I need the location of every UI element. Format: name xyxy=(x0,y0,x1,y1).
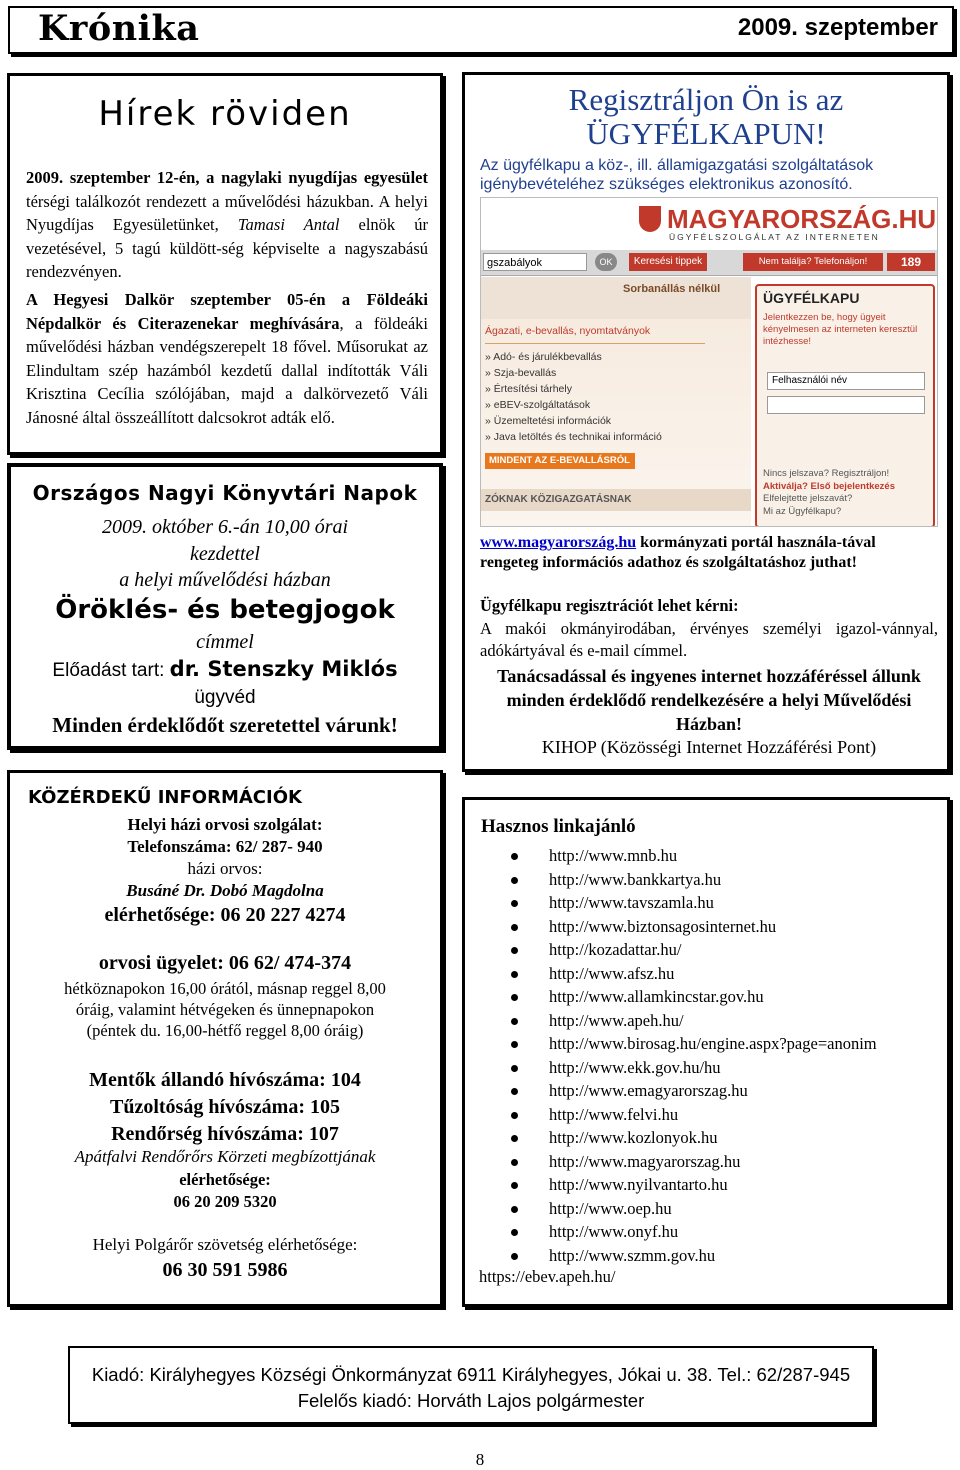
portal-who-link[interactable]: Mi az Ügyfélkapu? xyxy=(763,505,842,517)
link-item[interactable]: http://www.felvi.hu xyxy=(483,1103,943,1127)
portal-tips-button[interactable]: Keresési tippek xyxy=(629,253,707,271)
library-presenter-line xyxy=(11,657,439,682)
bullet-icon xyxy=(511,947,518,954)
masthead-date: 2009. szeptember xyxy=(737,14,938,41)
duty-line-3: (péntek du. 16,00-hétfő reggel 8,00 óráig) xyxy=(86,1021,364,1040)
bullet-icon xyxy=(511,1112,518,1119)
doctor-reach: elérhetősége: 06 20 227 4274 xyxy=(104,904,346,926)
library-topic: Öröklés- és betegjogok xyxy=(55,595,395,625)
link-item[interactable]: http://www.magyarorszag.hu xyxy=(483,1150,943,1174)
portal-search-bar xyxy=(481,250,938,276)
bullet-icon xyxy=(511,1159,518,1166)
bullet-icon xyxy=(511,1182,518,1189)
portal-logo-band xyxy=(481,198,938,250)
portal-menu-list xyxy=(485,349,735,445)
portal-sorbanallas: Sorbanállás nélkül xyxy=(623,283,721,295)
fire-number: Tűzoltóság hívószáma: 105 xyxy=(110,1096,340,1118)
portal-password-input[interactable] xyxy=(767,396,925,414)
kapu-title xyxy=(465,83,947,151)
portal-menu-item[interactable]: » Szja-bevallás xyxy=(485,367,557,379)
portal-all-button[interactable]: MINDENT AZ E-BEVALLÁSRÓL xyxy=(485,453,635,469)
doctor-name: Busáné Dr. Dobó Magdolna xyxy=(126,881,324,900)
bullet-icon xyxy=(511,1206,518,1213)
kapu-portal-text xyxy=(480,533,938,573)
portal-search-button[interactable]: OK xyxy=(595,253,617,271)
guard-label: Helyi Polgárőr szövetség elérhetősége: xyxy=(92,1235,358,1254)
kapu-title-line-2: ÜGYFÉLKAPUN! xyxy=(586,116,826,151)
library-line-2: kezdettel xyxy=(190,543,260,565)
portal-banner xyxy=(481,277,751,319)
bullet-icon xyxy=(511,924,518,931)
portal-bottom-tabs[interactable]: ZÓKNAK KÖZIGAZGATÁSNAK xyxy=(481,489,751,511)
link-item[interactable]: http://www.kozlonyok.hu xyxy=(483,1126,943,1150)
library-presenter: dr. Stenszky Miklós xyxy=(169,657,398,681)
portal-left-panel xyxy=(481,277,751,527)
bullet-icon xyxy=(511,971,518,978)
public-info-box xyxy=(7,770,443,1307)
portal-menu-item[interactable]: » Értesítési tárhely xyxy=(485,383,572,395)
portal-logo-sub: ÜGYFÉLSZOLGÁLAT AZ INTERNETEN xyxy=(669,232,880,242)
bullet-icon xyxy=(511,1065,518,1072)
footer-publisher: Kiadó: Királyhegyes Községi Önkormányzat 6911 Királyhegyes, Jókai u. 38. Tel.: 62/287-945 xyxy=(91,1364,851,1385)
link-item[interactable]: http://www.szmm.gov.hu xyxy=(483,1244,943,1268)
masthead-title: Krónika xyxy=(38,8,200,49)
link-item[interactable]: http://www.oep.hu xyxy=(483,1197,943,1221)
link-item[interactable]: http://kozadattar.hu/ xyxy=(483,938,943,962)
news-p2-rest: , a földeáki művelődési házban vendégszerepelt 18 fővel. Műsorukat az Elindultam szép hazámból kezdetű dallal indították Váli Krisztina Cecília szólójában, majd a dalkörvezető Váli Jánosné által összeállított dalcsokrot adták elő. xyxy=(26,313,428,427)
police-number: Rendőrség hívószáma: 107 xyxy=(111,1123,339,1145)
portal-login-links xyxy=(763,468,931,518)
link-item[interactable]: http://www.mnb.hu xyxy=(483,844,943,868)
link-last[interactable]: https://ebev.apeh.hu/ xyxy=(479,1267,616,1286)
link-item[interactable]: http://www.apeh.hu/ xyxy=(483,1009,943,1033)
link-item[interactable]: http://www.birosag.hu/engine.aspx?page=anonim xyxy=(483,1032,943,1056)
page-number: 8 xyxy=(475,1450,485,1469)
library-title: Országos Nagyi Könyvtári Napok xyxy=(32,481,418,505)
ambulance-number: Mentők állandó hívószáma: 104 xyxy=(89,1069,361,1091)
portal-login-title: ÜGYFÉLKAPU xyxy=(763,290,860,306)
bullet-icon xyxy=(511,1253,518,1260)
portal-menu-item[interactable]: » eBEV-szolgáltatások xyxy=(485,399,591,411)
news-heading: Hírek röviden xyxy=(98,94,352,134)
portal-link[interactable]: www.magyarország.hu xyxy=(480,534,637,551)
link-item[interactable]: http://www.biztonsagosinternet.hu xyxy=(483,915,943,939)
portal-menu-item[interactable]: » Üzemeltetési információk xyxy=(485,415,612,427)
officer-phone: 06 20 209 5320 xyxy=(173,1192,277,1211)
guard-phone: 06 30 591 5986 xyxy=(162,1259,288,1281)
news-box xyxy=(7,73,443,455)
portal-menu-item[interactable]: » Adó- és járulékbevallás xyxy=(485,351,602,363)
portal-phone: 189 xyxy=(887,253,935,271)
footer-editor: Felelős kiadó: Horváth Lajos polgármester xyxy=(297,1390,645,1411)
info-heading: KÖZÉRDEKŰ INFORMÁCIÓK xyxy=(28,787,302,808)
duty-line-2: óráig, valamint hétvégeken és ünnepnapokon xyxy=(75,1000,375,1019)
link-item[interactable]: http://www.allamkincstar.gov.hu xyxy=(483,985,943,1009)
news-paragraph-1 xyxy=(26,166,428,284)
portal-logo: MAGYARORSZÁG.HU xyxy=(667,204,937,234)
news-p1-bold: 2009. szeptember 12-én, a nagylaki nyugdíjas egyesület xyxy=(26,168,428,187)
crest-icon xyxy=(639,206,661,232)
bullet-icon xyxy=(511,1229,518,1236)
bullet-icon xyxy=(511,853,518,860)
portal-login-panel xyxy=(755,284,935,527)
kapu-title-line-1: Regisztráljon Ön is az xyxy=(568,82,844,117)
bullet-icon xyxy=(511,877,518,884)
library-presenter-label: Előadást tart: xyxy=(52,660,170,681)
bullet-icon xyxy=(511,1041,518,1048)
library-event-box xyxy=(7,463,443,750)
duty-phone: orvosi ügyelet: 06 62/ 474-374 xyxy=(98,952,352,974)
kapu-reg-head: Ügyfélkapu regisztrációt lehet kérni: xyxy=(480,596,739,615)
portal-screenshot xyxy=(480,197,938,527)
portal-activate-link[interactable]: Aktiválja? Első bejelentkezés xyxy=(763,480,896,492)
doctor-label: házi orvos: xyxy=(187,859,263,878)
link-item[interactable]: http://www.emagyarorszag.hu xyxy=(483,1079,943,1103)
footer-box xyxy=(68,1346,874,1424)
bullet-icon xyxy=(511,994,518,1001)
news-p1-italic: Tamasi Antal xyxy=(237,215,340,234)
portal-lost-link[interactable]: Elfelejtette jelszavát? xyxy=(763,493,853,504)
link-item[interactable]: http://www.afsz.hu xyxy=(483,962,943,986)
kapu-intro: Az ügyfélkapu a köz-, ill. államigazgatási szolgáltatások igénybevételéhez szükséges elektronikus azonosító. xyxy=(480,157,874,193)
portal-menu-item[interactable]: » Java letöltés és technikai információ xyxy=(485,431,662,443)
portal-search-input[interactable]: gszabályok xyxy=(483,253,587,271)
library-line-5: címmel xyxy=(196,631,254,653)
bullet-icon xyxy=(511,1018,518,1025)
portal-username-input[interactable]: Felhasználói név xyxy=(767,372,925,390)
link-item[interactable]: http://www.nyilvantarto.hu xyxy=(483,1173,943,1197)
portal-register-link[interactable]: Nincs jelszava? Regisztráljon! xyxy=(763,468,890,479)
links-heading: Hasznos linkajánló xyxy=(481,816,636,837)
bullet-icon xyxy=(511,1088,518,1095)
police-officer: Apátfalvi Rendőrőrs Körzeti megbízottjának xyxy=(74,1147,376,1166)
duty-line-1: hétköznapokon 16,00 órától, másnap reggel 8,00 xyxy=(64,979,386,998)
library-invite: Minden érdeklődőt szeretettel várunk! xyxy=(52,713,398,737)
portal-menu-header[interactable]: Ágazati, e-bevallás, nyomtatványok xyxy=(485,325,651,337)
portal-login-text: Jelentkezzen be, hogy ügyeit kényelmesen az interneten keresztül intézhesse! xyxy=(763,312,918,347)
bullet-icon xyxy=(511,900,518,907)
ugyfelkapu-box xyxy=(462,72,950,772)
link-item[interactable]: http://www.ekk.gov.hu/hu xyxy=(483,1056,943,1080)
news-paragraph-2 xyxy=(26,288,428,429)
bullet-icon xyxy=(511,1135,518,1142)
news-p1-rest: térségi találkozót rendezett a művelődési házukban. A helyi Nyugdíjas Egyesületünket, xyxy=(26,191,428,234)
kapu-reg-text: A makói okmányirodában, érvényes személyi igazol-vánnyal, adókártyával és e-mail címmel. xyxy=(480,619,938,660)
links-list xyxy=(483,844,943,1267)
kapu-portal-desc: kormányzati portál használa-tával rengeteg információs adathoz és szolgáltatáshoz juthat! xyxy=(480,534,876,571)
link-item[interactable]: http://www.bankkartya.hu xyxy=(483,868,943,892)
library-date: 2009. október 6.-án 10,00 órai xyxy=(101,516,349,538)
portal-help-button[interactable]: Nem találja? Telefonáljon! xyxy=(743,253,883,271)
kapu-kihop: KIHOP (Közösségi Internet Hozzáférési Pont) xyxy=(541,737,877,757)
kapu-offer: Tanácsadással és ingyenes internet hozzáféréssel állunk minden érdeklődő rendelkezésére a helyi Művelődési Házban! xyxy=(497,666,921,734)
news-p1-end: elnök úr vezetésével, 5 tagú küldött-ség képviselte a nagyszabású rendezvényen. xyxy=(26,215,428,281)
library-presenter-role: ügyvéd xyxy=(194,687,256,708)
useful-links-box xyxy=(462,797,950,1307)
link-item[interactable]: http://www.onyf.hu xyxy=(483,1220,943,1244)
portal-divider xyxy=(485,343,705,344)
officer-reach: elérhetősége: xyxy=(179,1170,271,1189)
library-line-3: a helyi művelődési házban xyxy=(119,569,331,591)
link-item[interactable]: http://www.tavszamla.hu xyxy=(483,891,943,915)
doctor-service: Helyi házi orvosi szolgálat: xyxy=(127,815,323,834)
news-p2-bold: A Hegyesi Dalkör szeptember 05-én a Földeáki Népdalkör és Citerazenekar meghívására xyxy=(26,290,428,333)
doctor-phone: Telefonszáma: 62/ 287- 940 xyxy=(127,837,323,856)
